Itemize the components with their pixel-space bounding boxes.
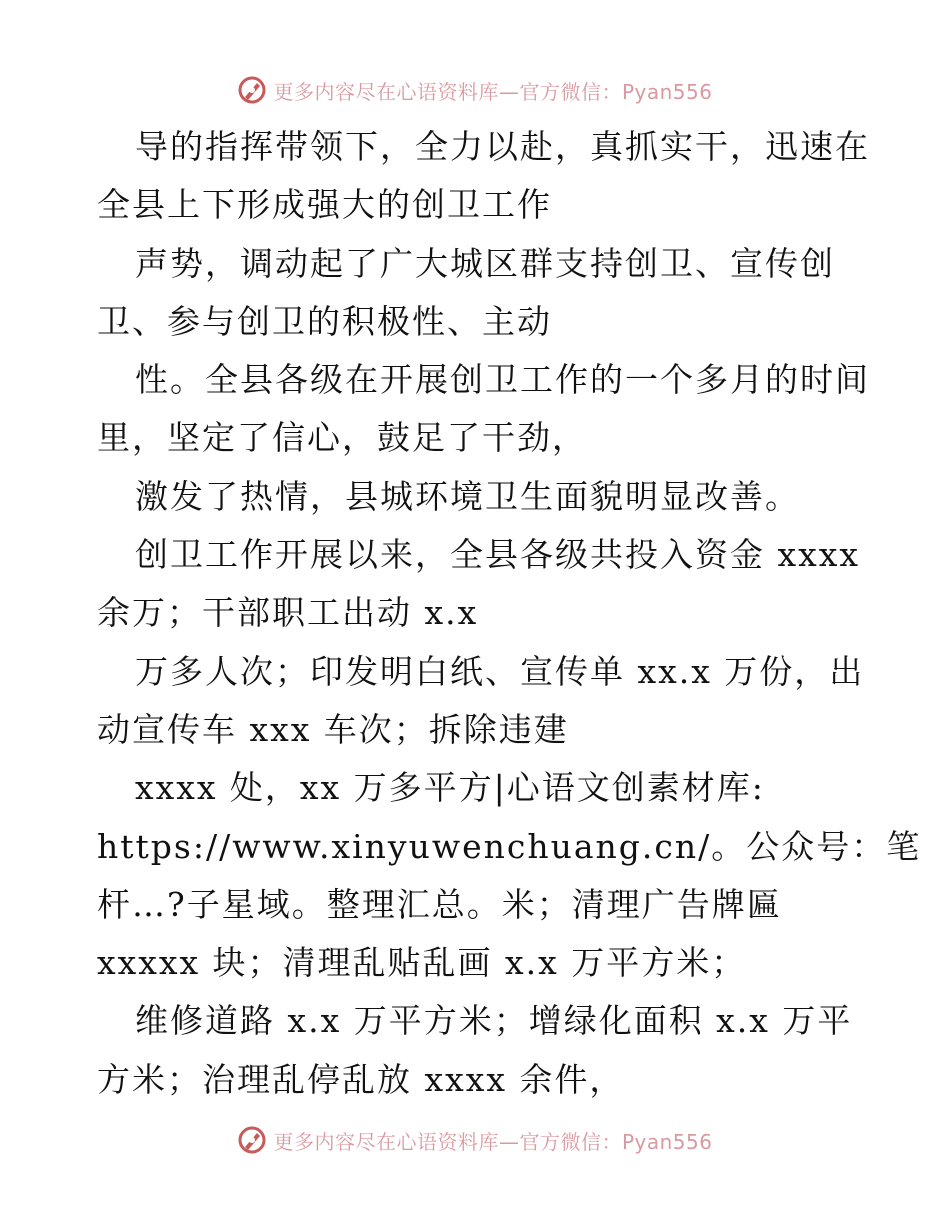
body-line: 性。全县各级在开展创卫工作的一个多月的时间: [135, 360, 870, 400]
body-line: 维修道路 x.x 万平方米；增绿化面积 x.x 万平: [135, 1001, 853, 1041]
footer-banner: [0, 1120, 950, 1160]
body-line: 杆…?子星域。整理汇总。米；清理广告牌匾: [97, 884, 782, 924]
body-line: 动宣传车 xxx 车次；拆除违建: [97, 709, 569, 749]
body-line: 声势，调动起了广大城区群支持创卫、宣传创: [135, 243, 835, 283]
footer-banner-text: 更多内容尽在心语资料库—官方微信：Pyan556: [273, 1129, 713, 1154]
body-line: 创卫工作开展以来，全县各级共投入资金 xxxx: [135, 535, 860, 575]
header-banner: [0, 70, 950, 110]
body-line: 万多人次；印发明白纸、宣传单 xx.x 万份，出: [135, 651, 865, 691]
pen-logo-icon: [237, 1125, 267, 1155]
body-line: 激发了热情，县城环境卫生面貌明显改善。: [135, 476, 800, 516]
body-line: 余万；干部职工出动 x.x: [97, 593, 479, 633]
body-line: 卫、参与创卫的积极性、主动: [97, 301, 552, 341]
document-body: [97, 118, 922, 1109]
body-line: https://www.xinyuwenchuang.cn/。公众号：笔: [97, 826, 922, 866]
body-line: 全县上下形成强大的创卫工作: [97, 185, 552, 225]
body-line: 导的指挥带领下，全力以赴，真抓实干，迅速在: [135, 127, 870, 166]
body-line: xxxx 处，xx 万多平方|心语文创素材库:: [135, 768, 765, 808]
body-line: 里，坚定了信心，鼓足了干劲，: [97, 418, 587, 458]
header-banner-text: 更多内容尽在心语资料库—官方微信：Pyan556: [273, 79, 713, 104]
body-line: 方米；治理乱停乱放 xxxx 余件，: [97, 1059, 625, 1099]
body-line: xxxxx 块；清理乱贴乱画 x.x 万平方米；: [97, 943, 747, 983]
pen-logo-icon: [237, 75, 267, 105]
